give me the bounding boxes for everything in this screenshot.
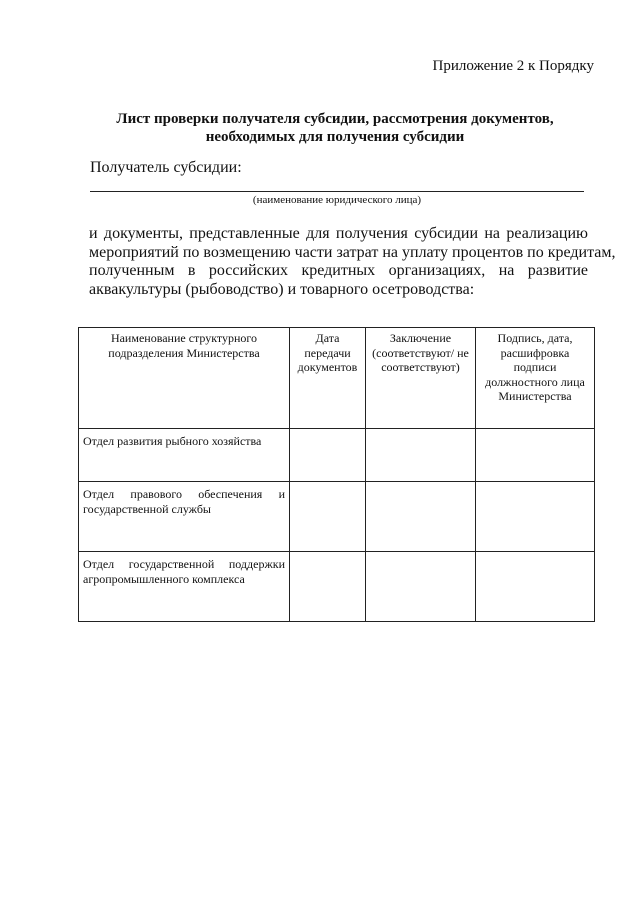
- conclusion-cell[interactable]: [366, 482, 476, 552]
- title-line-1: Лист проверки получателя субсидии, рассмотрения документов,: [116, 111, 554, 127]
- verification-table: [78, 327, 595, 622]
- header-conclusion: Заключение (соответствуют/ не соответствуют): [366, 328, 476, 429]
- table-header-row: [79, 328, 595, 429]
- recipient-name-line[interactable]: [90, 191, 584, 192]
- document-title: [90, 110, 580, 146]
- title-line-2: необходимых для получения субсидии: [205, 129, 465, 145]
- signature-cell[interactable]: [476, 482, 595, 552]
- table-row: [79, 429, 595, 482]
- appendix-reference: Приложение 2 к Порядку: [432, 58, 594, 74]
- table-row: [79, 482, 595, 552]
- paragraph-line-4: аквакультуры (рыбоводство) и товарного осетроводства:: [89, 280, 475, 298]
- paragraph-line-1: и документы, представленные для получения субсидии на реализацию: [89, 225, 588, 242]
- department-line-1: Отдел государственной поддержки: [83, 557, 285, 571]
- department-cell: [79, 482, 290, 552]
- paragraph-line-3: полученным в российских кредитных организациях, на развитие: [89, 262, 588, 279]
- department-line-2: агропромышленного комплекса: [83, 571, 245, 586]
- header-signature: Подпись, дата, расшифровка подписи должностного лица Министерства: [476, 328, 595, 429]
- body-paragraph: [89, 225, 616, 299]
- recipient-hint: (наименование юридического лица): [252, 194, 422, 206]
- paragraph-line-2: мероприятий по возмещению части затрат на уплату процентов по кредитам,: [89, 243, 616, 261]
- conclusion-cell[interactable]: [366, 552, 476, 622]
- date-cell[interactable]: [290, 552, 366, 622]
- department-cell: [79, 552, 290, 622]
- recipient-label: Получатель субсидии:: [90, 159, 242, 176]
- conclusion-cell[interactable]: [366, 429, 476, 482]
- department-line-1: Отдел правового обеспечения и: [83, 487, 285, 501]
- signature-cell[interactable]: [476, 429, 595, 482]
- header-transfer-date: Дата передачи документов: [290, 328, 366, 429]
- signature-cell[interactable]: [476, 552, 595, 622]
- date-cell[interactable]: [290, 482, 366, 552]
- date-cell[interactable]: [290, 429, 366, 482]
- table-row: [79, 552, 595, 622]
- department-cell: Отдел развития рыбного хозяйства: [79, 429, 290, 482]
- header-department: Наименование структурного подразделения Министерства: [79, 328, 290, 429]
- department-line-2: государственной службы: [83, 501, 211, 516]
